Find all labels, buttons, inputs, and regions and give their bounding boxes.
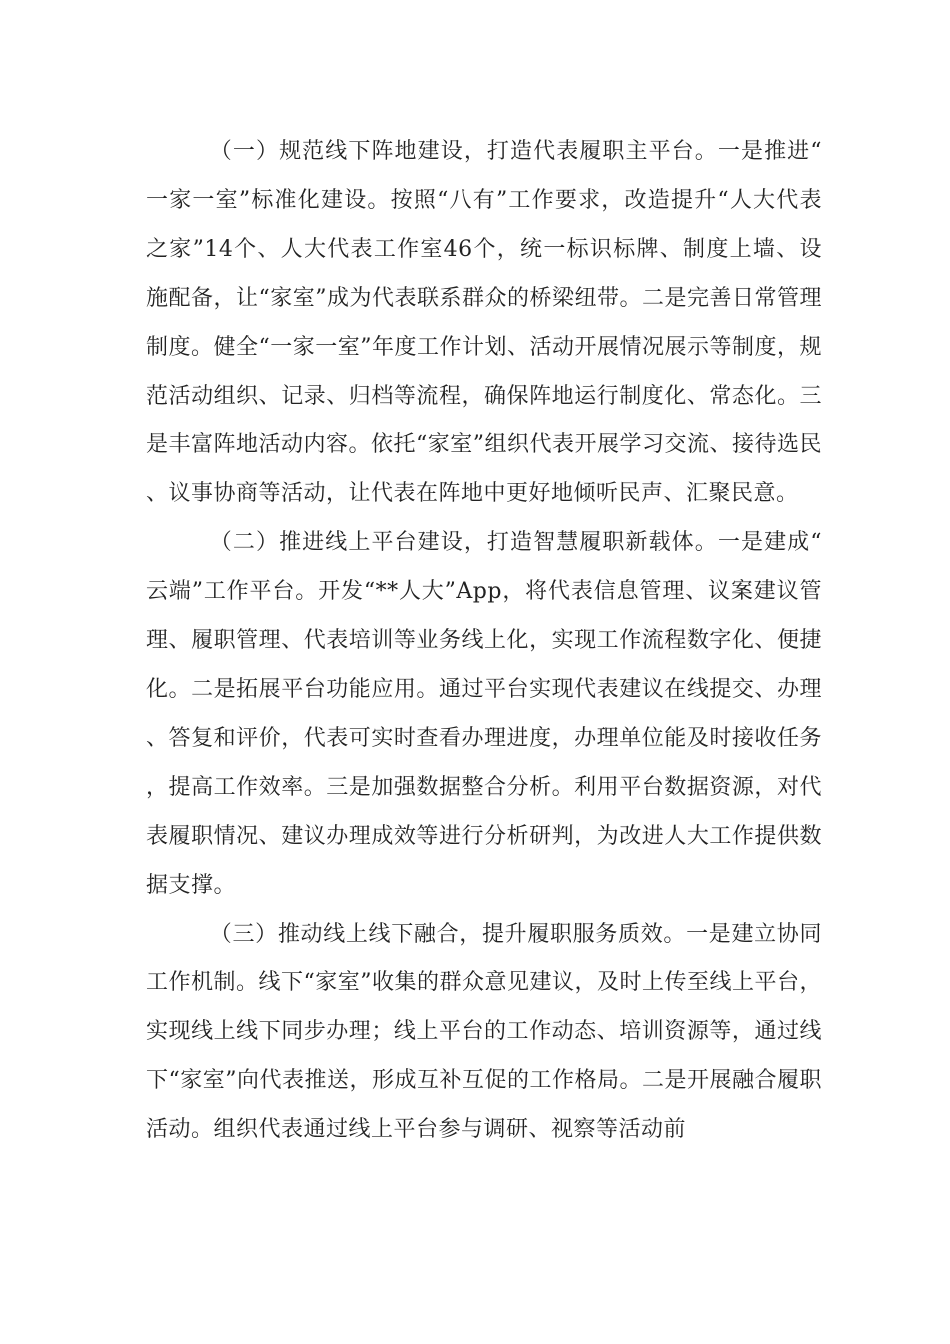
paragraph-online-offline-integration: （三）推动线上线下融合，提升履职服务质效。一是建立协同工作机制。线下“家室”收集的群众意见建议，及时上传至线上平台，实现线上线下同步办理；线上平台的工作动态、培训资源等，通过线下“家室”向代表推送，形成互补互促的工作格局。二是开展融合履职活动。组织代表通过线上平台参与调研、视察等活动前 bbox=[146, 921, 822, 1143]
paragraph-offline-positions: （一）规范线下阵地建设，打造代表履职主平台。一是推进“一家一室”标准化建设。按照“八有”工作要求，改造提升“人大代表之家”14个、人大代表工作室46个，统一标识标牌、制度上墙、设施配备，让“家室”成为代表联系群众的桥梁纽带。二是完善日常管理制度。健全“一家一室”年度工作计划、活动开展情况展示等制度，规范活动组织、记录、归档等流程，确保阵地运行制度化、常态化。三是丰富阵地活动内容。依托“家室”组织代表开展学习交流、接待选民、议事协商等活动，让代表在阵地中更好地倾听民声、汇聚民意。 bbox=[146, 139, 822, 507]
document-body bbox=[146, 128, 822, 1155]
paragraph-online-platform: （二）推进线上平台建设，打造智慧履职新载体。一是建成“云端”工作平台。开发“**人大”App，将代表信息管理、议案建议管理、履职管理、代表培训等业务线上化，实现工作流程数字化、便捷化。二是拓展平台功能应用。通过平台实现代表建议在线提交、办理、答复和评价，代表可实时查看办理进度，办理单位能及时接收任务，提高工作效率。三是加强数据整合分析。利用平台数据资源，对代表履职情况、建议办理成效等进行分析研判，为改进人大工作提供数据支撑。 bbox=[146, 530, 822, 898]
